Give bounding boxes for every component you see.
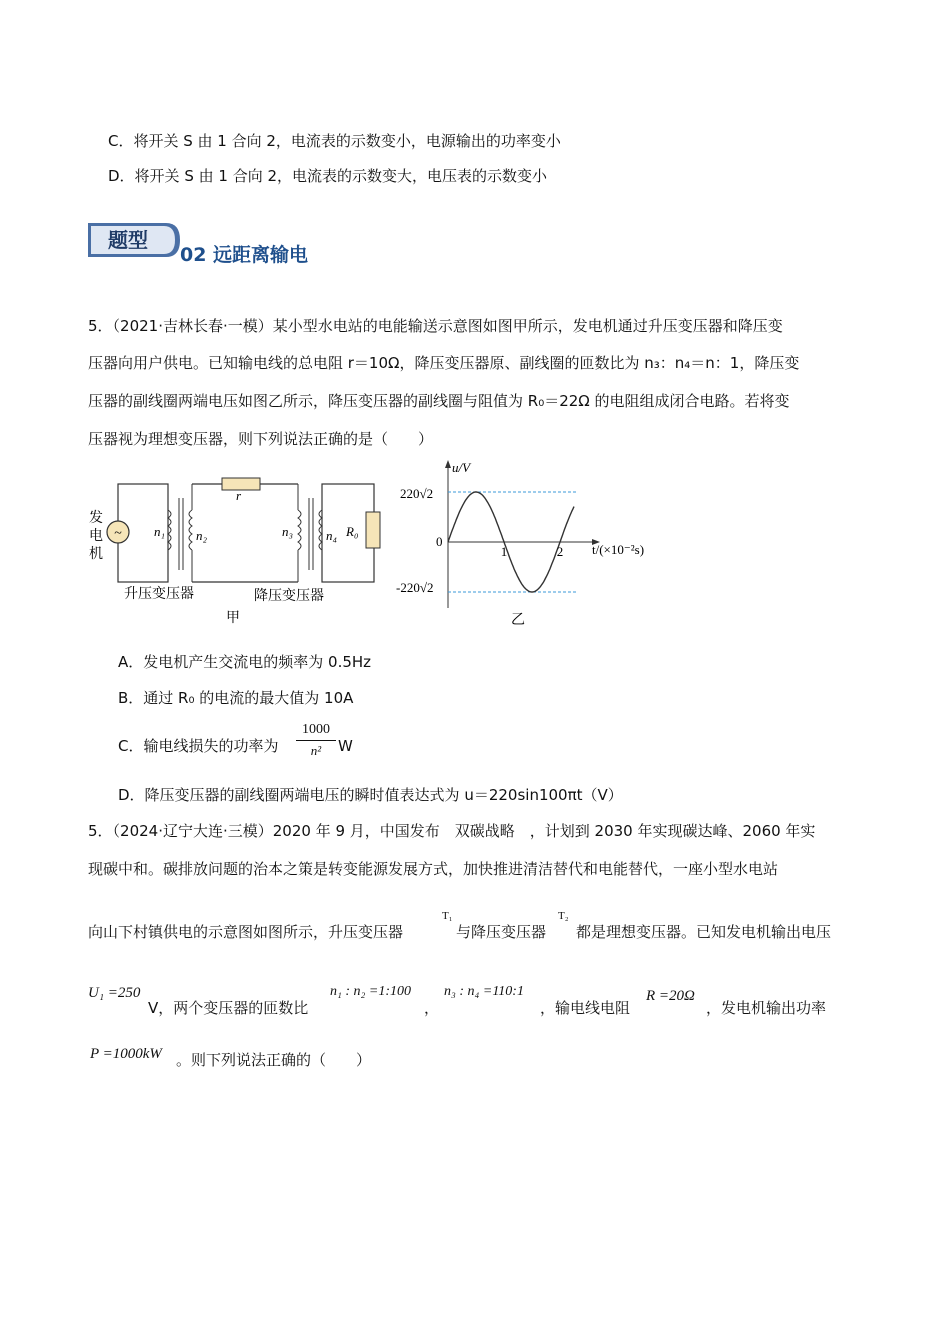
q2-line3b: 与降压变压器	[456, 923, 547, 941]
ytick-top: 220√2	[400, 486, 434, 501]
q2-line2: 现碳中和。碳排放问题的治本之策是转变能源发展方式，加快推进清洁替代和电能替代，一座小型水电站	[88, 860, 779, 878]
gen-char-2: 电	[89, 529, 103, 544]
R0-label: R₀	[346, 524, 359, 539]
q2-line1: 5．（2024·辽宁大连·三模）2020 年 9 月，中国发布 双碳战略 ，计划到 2030 年实现碳达峰、2060 年实	[88, 822, 816, 840]
q1-option-a: A．发电机产生交流电的频率为 0.5Hz	[118, 653, 372, 671]
badge-text: 题型	[108, 228, 148, 252]
n4-label: n₄	[326, 528, 338, 543]
P-value: P =1000kW	[90, 1046, 162, 1062]
svg-text:~: ~	[114, 526, 122, 541]
gen-char-3: 机	[89, 547, 103, 562]
n2-label: n₂	[196, 528, 208, 543]
n3-label: n₃	[282, 524, 294, 539]
q1-option-b: B．通过 R₀ 的电流的最大值为 10A	[118, 689, 354, 707]
fraction-denominator: n²	[310, 743, 322, 758]
q1-option-c-unit: W	[338, 737, 353, 755]
fraction	[296, 722, 336, 759]
q2-line3c: 都是理想变压器。已知发电机输出电压	[576, 923, 832, 941]
y-axis-label: u/V	[452, 460, 471, 475]
x-axis-label: t/(×10⁻²s)	[592, 542, 645, 557]
gen-char-1: 发	[89, 511, 103, 526]
comma: ，	[424, 999, 440, 1017]
q2-line4a: V，两个变压器的匝数比	[148, 999, 309, 1017]
q2-line4b: ，输电线电阻	[540, 999, 631, 1017]
caption-yi: 乙	[511, 612, 525, 628]
U1-value: U₁ =250	[88, 985, 141, 1001]
circuit-diagram	[84, 470, 384, 634]
q2-line3a: 向山下村镇供电的示意图如图所示，升压变压器	[88, 923, 404, 941]
step-down-label: 降压变压器	[254, 588, 324, 604]
q1-line3: 压器的副线圈两端电压如图乙所示，降压变压器的副线圈与阻值为 R₀＝22Ω 的电阻组成闭合电路。若将变	[88, 392, 790, 410]
q2-line5: 。则下列说法正确的（ ）	[176, 1051, 372, 1069]
load-resistor	[366, 512, 380, 548]
ratio-2: n₃ : n₄ =110:1	[444, 984, 524, 999]
xtick-2: 2	[556, 544, 564, 559]
q1-line1: 5．（2021·吉林长春·一模）某小型水电站的电能输送示意图如图甲所示，发电机通过升压变压器和降压变	[88, 317, 783, 335]
R-value: R =20Ω	[646, 988, 695, 1004]
option-d-prev: D．将开关 S 由 1 合向 2，电流表的示数变大，电压表的示数变小	[108, 167, 548, 185]
q1-option-c-prefix: C．输电线损失的功率为	[118, 737, 279, 755]
fraction-numerator: 1000	[302, 722, 330, 737]
r-label: r	[236, 488, 242, 503]
T2-label: T₂	[558, 910, 569, 922]
q1-line4: 压器视为理想变压器，则下列说法正确的是（ ）	[88, 430, 434, 448]
caption-jia: 甲	[226, 610, 240, 626]
step-up-label: 升压变压器	[124, 586, 194, 602]
ytick-zero: 0	[436, 534, 443, 549]
section-badge	[88, 220, 178, 258]
n1-label: n₁	[154, 524, 166, 539]
ratio-1: n₁ : n₂ =1:100	[330, 984, 412, 999]
q1-option-d: D．降压变压器的副线圈两端电压的瞬时值表达式为 u＝220sin100πt（V）	[118, 786, 623, 804]
ytick-bottom: -220√2	[396, 580, 434, 595]
q2-line4c: ，发电机输出功率	[706, 999, 827, 1017]
T1-label: T₁	[442, 910, 453, 922]
xtick-1: 1	[500, 544, 508, 559]
waveform-chart	[396, 458, 666, 634]
section-title: 02 远距离输电	[180, 244, 309, 266]
option-c-prev: C．将开关 S 由 1 合向 2，电流表的示数变小，电源输出的功率变小	[108, 132, 561, 150]
q1-line2: 压器向用户供电。已知输电线的总电阻 r＝10Ω，降压变压器原、副线圈的匝数比为 n₃：n₄＝n：1，降压变	[88, 354, 800, 372]
